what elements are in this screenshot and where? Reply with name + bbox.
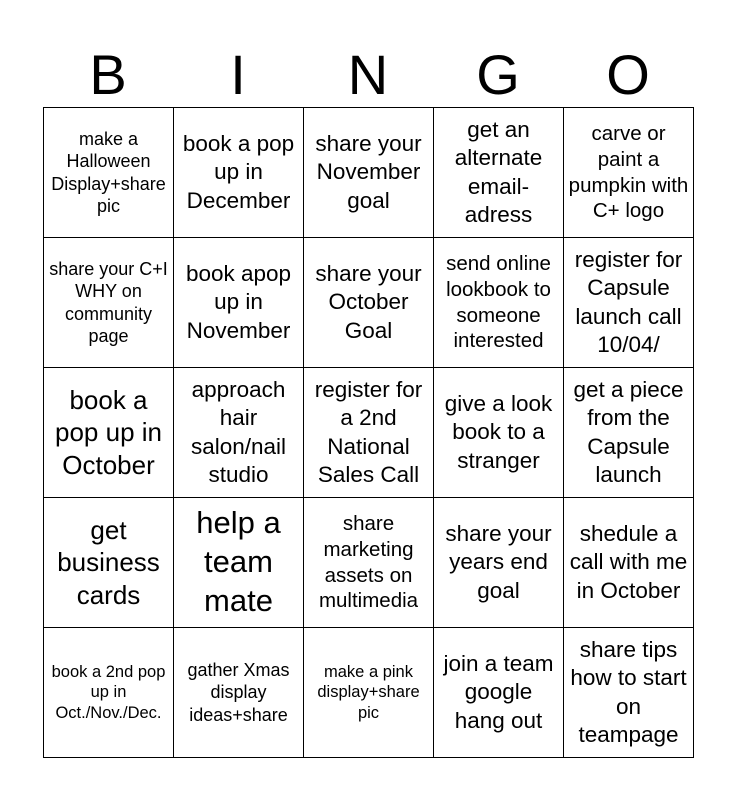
bingo-cell: share marketing assets on multimedia (304, 498, 434, 628)
header-letter-g: G (476, 43, 520, 106)
bingo-cell: book a pop up in October (44, 368, 174, 498)
bingo-cell: make a pink display+share pic (304, 628, 434, 758)
board-row (44, 368, 694, 498)
header-letter-i: I (230, 43, 246, 106)
board-row (44, 628, 694, 758)
bingo-cell: help a team mate (174, 498, 304, 628)
bingo-cell: give a look book to a stranger (434, 368, 564, 498)
bingo-cell: share your C+I WHY on community page (44, 238, 174, 368)
bingo-cell: make a Halloween Display+share pic (44, 108, 174, 238)
bingo-cell: book a pop up in December (174, 108, 304, 238)
bingo-cell: get business cards (44, 498, 174, 628)
bingo-cell: approach hair salon/nail studio (174, 368, 304, 498)
header-letter-o: O (606, 43, 650, 106)
board-row (44, 238, 694, 368)
bingo-cell: share your years end goal (434, 498, 564, 628)
bingo-cell: get an alternate email-adress (434, 108, 564, 238)
bingo-cell: get a piece from the Capsule launch (564, 368, 694, 498)
bingo-header (43, 42, 693, 108)
bingo-cell: shedule a call with me in October (564, 498, 694, 628)
header-letter-n: N (347, 43, 389, 106)
board-row (44, 498, 694, 628)
bingo-cell: gather Xmas display ideas+share (174, 628, 304, 758)
board-row (44, 108, 694, 238)
bingo-cell: share your October Goal (304, 238, 434, 368)
bingo-cell: book apop up in November (174, 238, 304, 368)
bingo-cell: join a team google hang out (434, 628, 564, 758)
bingo-cell: register for Capsule launch call 10/04/ (564, 238, 694, 368)
bingo-cell: share your November goal (304, 108, 434, 238)
bingo-cell: send online lookbook to someone interested (434, 238, 564, 368)
bingo-cell: carve or paint a pumpkin with C+ logo (564, 108, 694, 238)
bingo-cell: share tips how to start on teampage (564, 628, 694, 758)
bingo-cell: register for a 2nd National Sales Call (304, 368, 434, 498)
header-letter-b: B (89, 43, 127, 106)
bingo-board (43, 107, 694, 758)
bingo-cell: book a 2nd pop up in Oct./Nov./Dec. (44, 628, 174, 758)
